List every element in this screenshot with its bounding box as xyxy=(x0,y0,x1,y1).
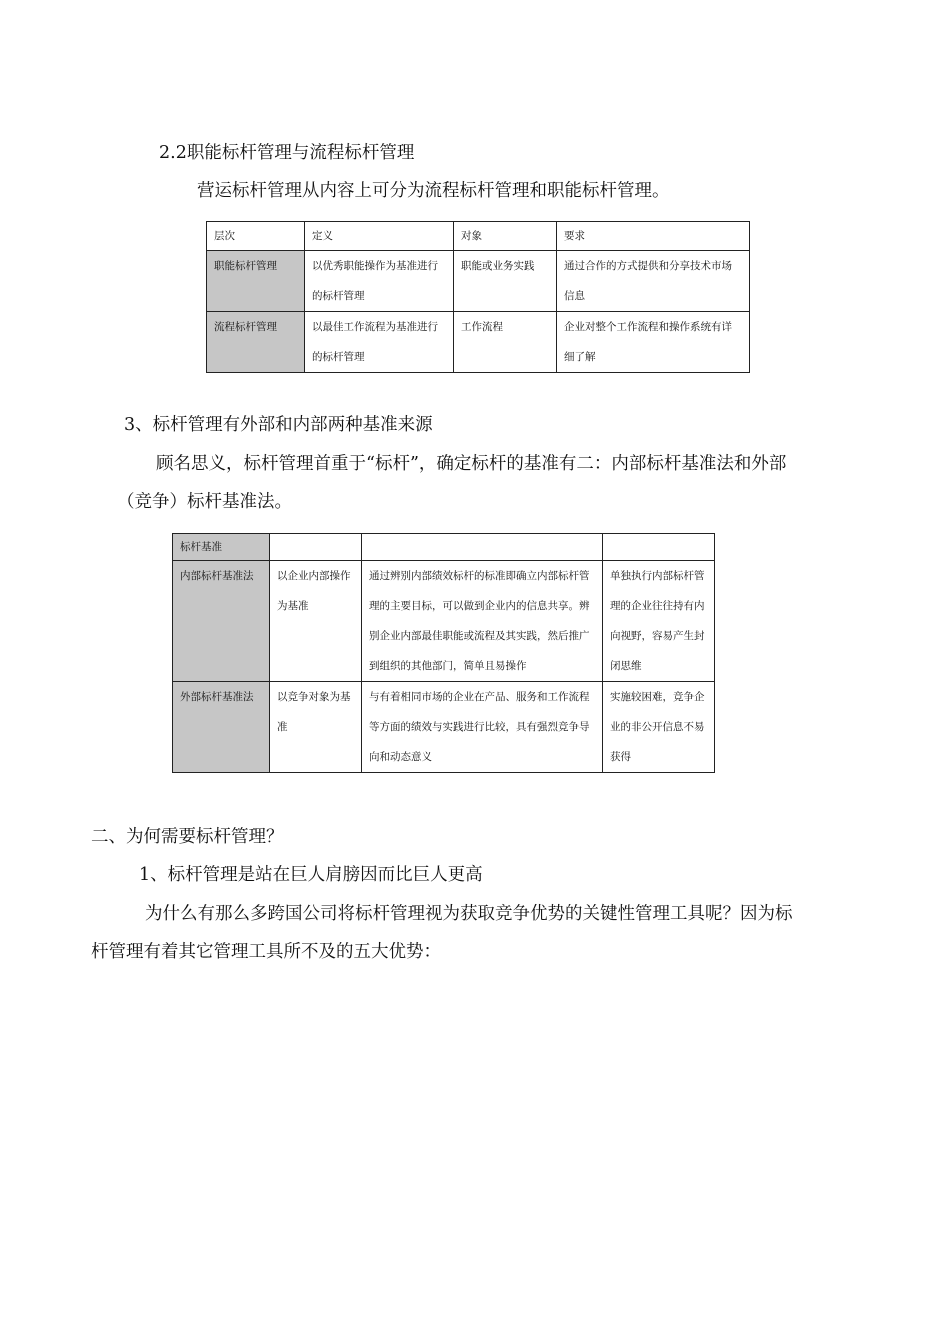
table-header-cell: 对象 xyxy=(454,222,557,251)
table-header-row xyxy=(173,534,715,561)
table-row xyxy=(173,682,715,773)
section-3-title: 3、标杆管理有外部和内部两种基准来源 xyxy=(124,415,433,435)
section-2-2-intro: 营运标杆管理从内容上可分为流程标杆管理和职能标杆管理。 xyxy=(197,181,670,201)
table-cell: 通过合作的方式提供和分享技术市场信息 xyxy=(557,251,750,312)
table-cell: 单独执行内部标杆管理的企业往往持有内向视野，容易产生封闭思维 xyxy=(603,561,715,682)
section-1-title: 1、标杆管理是站在巨人肩膀因而比巨人更高 xyxy=(139,865,483,885)
table-cell: 职能或业务实践 xyxy=(454,251,557,312)
table-cell: 工作流程 xyxy=(454,312,557,373)
table-header-cell: 层次 xyxy=(207,222,305,251)
table-header-row xyxy=(207,222,750,251)
table-row xyxy=(173,561,715,682)
table-cell: 以企业内部操作为基准 xyxy=(270,561,362,682)
section-3-para-line-1: 顾名思义，标杆管理首重于“标杆”，确定标杆的基准有二：内部标杆基准法和外部 xyxy=(156,454,787,474)
benchmark-source-table xyxy=(172,533,715,773)
table-header-cell xyxy=(270,534,362,561)
table-header-cell xyxy=(362,534,603,561)
row-label-cell: 内部标杆基准法 xyxy=(173,561,270,682)
section-3-para-line-2: （竞争）标杆基准法。 xyxy=(117,492,292,512)
table-header-cell: 标杆基准 xyxy=(173,534,270,561)
section-1-para-line-2: 杆管理有着其它管理工具所不及的五大优势： xyxy=(91,942,441,962)
table-cell: 通过辨别内部绩效标杆的标准即确立内部标杆管理的主要目标，可以做到企业内的信息共享。辨别企业内部最佳职能或流程及其实践，然后推广到组织的其他部门，简单且易操作 xyxy=(362,561,603,682)
row-label-cell: 职能标杆管理 xyxy=(207,251,305,312)
table-cell: 以优秀职能操作为基准进行的标杆管理 xyxy=(305,251,454,312)
row-label-cell: 外部标杆基准法 xyxy=(173,682,270,773)
section-1-para-line-1: 为什么有那么多跨国公司将标杆管理视为获取竞争优势的关键性管理工具呢？因为标 xyxy=(145,904,793,924)
row-label-cell: 流程标杆管理 xyxy=(207,312,305,373)
table-cell: 与有着相同市场的企业在产品、服务和工作流程等方面的绩效与实践进行比较，具有强烈竞争导向和动态意义 xyxy=(362,682,603,773)
table-cell: 以竞争对象为基准 xyxy=(270,682,362,773)
table-header-cell: 定义 xyxy=(305,222,454,251)
functional-process-table xyxy=(206,221,750,373)
table-cell: 实施较困难，竞争企业的非公开信息不易获得 xyxy=(603,682,715,773)
table-row xyxy=(207,251,750,312)
table-row xyxy=(207,312,750,373)
table-cell: 企业对整个工作流程和操作系统有详细了解 xyxy=(557,312,750,373)
part-2-title: 二、为何需要标杆管理？ xyxy=(91,827,284,847)
table-cell: 以最佳工作流程为基准进行的标杆管理 xyxy=(305,312,454,373)
table-header-cell: 要求 xyxy=(557,222,750,251)
table-header-cell xyxy=(603,534,715,561)
section-2-2-title: 2.2职能标杆管理与流程标杆管理 xyxy=(159,143,415,163)
